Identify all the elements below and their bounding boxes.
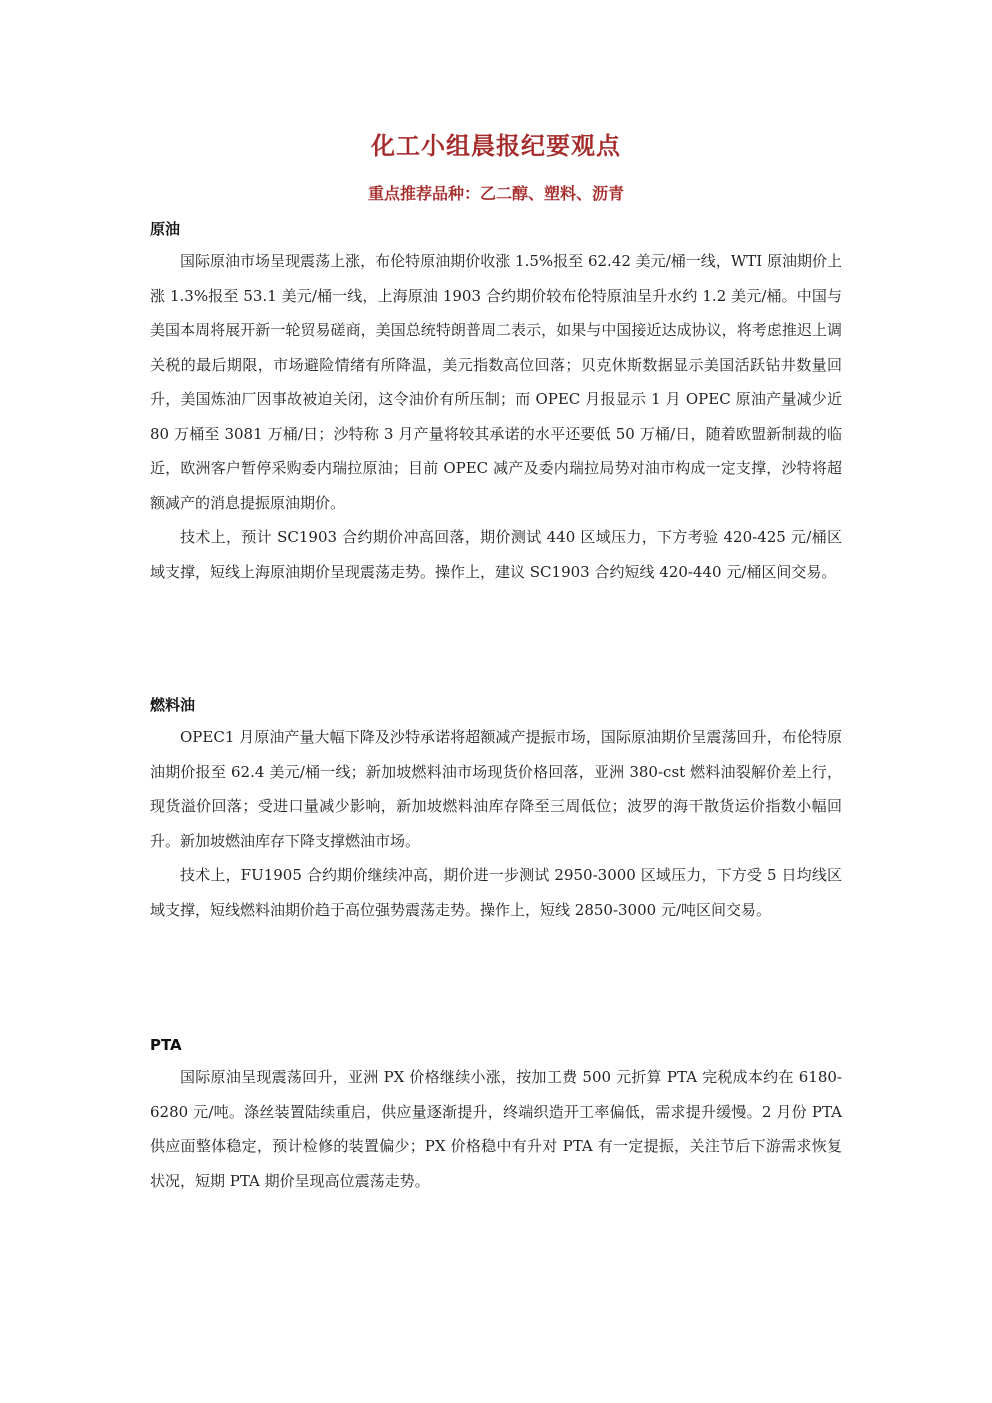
section-heading: 原油 xyxy=(150,220,181,238)
paragraph: OPEC1 月原油产量大幅下降及沙特承诺将超额减产提振市场，国际原油期价呈震荡回升，布伦特原油期价报至 62.4 美元/桶一线；新加坡燃料油市场现货价格回落，亚洲 380-cst 燃料油裂解价差上行，现货溢价回落；受进口量减少影响，新加坡燃料油库存降至三周低位；波罗的海干散货运价指数小幅回升。新加坡燃油库存下降支撑燃油市场。 xyxy=(150,728,842,850)
paragraph: 国际原油市场呈现震荡上涨，布伦特原油期价收涨 1.5%报至 62.42 美元/桶一线，WTI 原油期价上涨 1.3%报至 53.1 美元/桶一线，上海原油 1903 合约期价较布伦特原油呈升水约 1.2 美元/桶。中国与美国本周将展开新一轮贸易磋商，美国总统特朗普周二表示，如果与中国接近达成协议，将考虑推迟上调关税的最后期限，市场避险情绪有所降温，美元指数高位回落；贝克休斯数据显示美国活跃钻井数量回升，美国炼油厂因事故被迫关闭，这令油价有所压制；而 OPEC 月报显示 1 月 OPEC 原油产量减少近 80 万桶至 3081 万桶/日；沙特称 3 月产量将较其承诺的水平还要低 50 万桶/日，随着欧盟新制裁的临近，欧洲客户暂停采购委内瑞拉原油；目前 OPEC 减产及委内瑞拉局势对油市构成一定支撑，沙特将超额减产的消息提振原油期价。 xyxy=(150,252,842,512)
section-fuel-oil xyxy=(150,690,842,927)
paragraph: 技术上，预计 SC1903 合约期价冲高回落，期价测试 440 区域压力，下方考验 420-425 元/桶区域支撑，短线上海原油期价呈现震荡走势。操作上，建议 SC1903 合约短线 420-440 元/桶区间交易。 xyxy=(150,528,842,581)
section-crude-oil xyxy=(150,214,842,589)
paragraph: 技术上，FU1905 合约期价继续冲高，期价进一步测试 2950-3000 区域压力，下方受 5 日均线区域支撑，短线燃料油期价趋于高位强势震荡走势。操作上，短线 2850-3000 元/吨区间交易。 xyxy=(150,866,842,919)
paragraph: 国际原油呈现震荡回升，亚洲 PX 价格继续小涨，按加工费 500 元折算 PTA 完税成本约在 6180-6280 元/吨。涤丝装置陆续重启，供应量逐渐提升，终端织造开工率偏低，需求提升缓慢。2 月份 PTA 供应面整体稳定，预计检修的装置偏少；PX 价格稳中有升对 PTA 有一定提振，关注节后下游需求恢复状况，短期 PTA 期价呈现高位震荡走势。 xyxy=(150,1068,842,1190)
section-heading: PTA xyxy=(150,1036,182,1054)
section-heading: 燃料油 xyxy=(150,696,196,714)
document-subtitle: 重点推荐品种：乙二醇、塑料、沥青 xyxy=(367,184,624,203)
section-pta xyxy=(150,1030,842,1198)
document-title: 化工小组晨报纪要观点 xyxy=(371,132,621,160)
